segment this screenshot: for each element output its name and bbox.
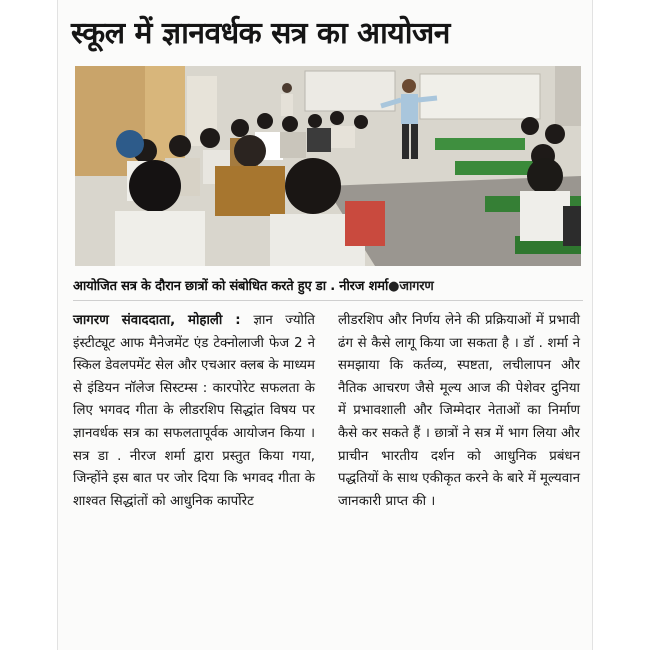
byline: जागरण संवाददाता, मोहाली : [73,313,254,328]
article-photo [75,66,581,266]
photo-credit: ●जागरण [388,279,434,294]
classroom-photo-illustration [75,66,581,266]
caption-text: आयोजित सत्र के दौरान छात्रों को संबोधित करते हुए डा . नीरज शर्मा [73,279,389,294]
article-column-1 [73,310,315,513]
caption-divider [73,300,583,301]
photo-caption [73,276,583,294]
article-column-2 [338,310,580,513]
column-1-text: ज्ञान ज्योति इंस्टीट्यूट आफ मैनेजमेंट एंड टेक्नोलाजी फेज 2 ने स्किल डेवलपमेंट सेल और एचआर क्लब के माध्यम से इंडियन नॉलेज सिस्टम्स : कारपोरेट सफलता के लिए भगवद गीता के लीडरशिप सिद्धांत विषय पर ज्ञानवर्धक सत्र का सफलतापूर्वक आयोजन किया । सत्र डा . नीरज शर्मा द्वारा प्रस्तुत किया गया, जिन्होंने इस बात पर जोर दिया कि भगवद गीता के शाश्वत सिद्धांतों को आधुनिक कार्पोरेट [73,313,316,509]
column-2-text: लीडरशिप और निर्णय लेने की प्रक्रियाओं में प्रभावी ढंग से कैसे लागू किया जा सकता है । डॉ . शर्मा ने समझाया कि कर्तव्य, स्पष्टता, लचीलापन और नैतिक आचरण जैसे मूल्य आज की पेशेवर दुनिया में प्रभावशाली और जिम्मेदार नेताओं का निर्माण कैसे कर सकते हैं । छात्रों ने सत्र में भाग लिया और प्राचीन भारतीय दर्शन को आधुनिक प्रबंधन पद्धतियों के साथ एकीकृत करने के बारे में मूल्यवान जानकारी प्राप्त की । [338,313,580,509]
headline: स्कूल में ज्ञानवर्धक सत्र का आयोजन [71,16,450,51]
